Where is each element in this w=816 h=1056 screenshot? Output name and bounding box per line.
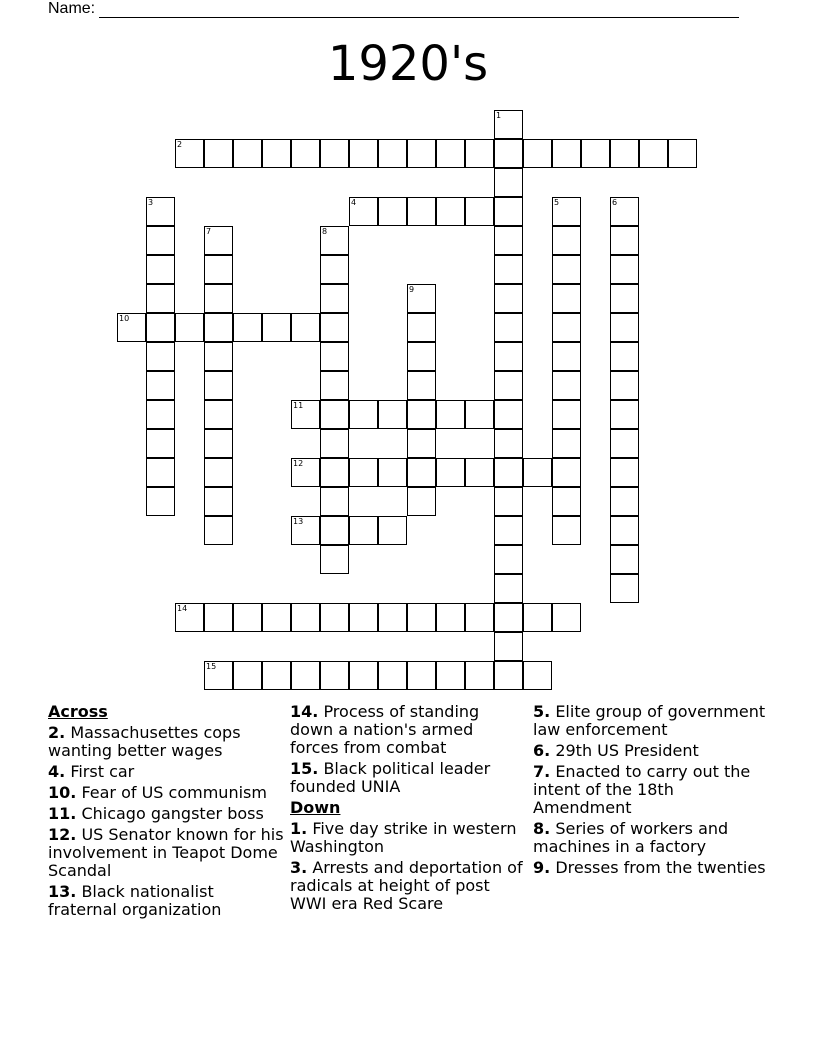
- grid-cell[interactable]: [204, 371, 233, 400]
- grid-cell[interactable]: [552, 458, 581, 487]
- cell-number: 2: [177, 140, 183, 149]
- grid-cell[interactable]: [610, 458, 639, 487]
- grid-cell[interactable]: [320, 516, 349, 545]
- clue-across-10: 10. Fear of US communism: [48, 783, 267, 802]
- clue-down-9: 9. Dresses from the twenties: [533, 858, 766, 877]
- grid-cell[interactable]: [146, 197, 175, 226]
- cell-number: 14: [177, 604, 188, 613]
- grid-cell[interactable]: [523, 458, 552, 487]
- cell-number: 6: [612, 198, 618, 207]
- grid-cell[interactable]: [552, 139, 581, 168]
- grid-cell[interactable]: [349, 139, 378, 168]
- grid-cell[interactable]: [291, 458, 320, 487]
- clue-column-2: [290, 703, 526, 916]
- grid-cell[interactable]: [610, 487, 639, 516]
- grid-cell[interactable]: [320, 255, 349, 284]
- grid-cell[interactable]: [117, 313, 146, 342]
- grid-cell[interactable]: [175, 313, 204, 342]
- clue-down-7: 7. Enacted to carry out the intent of the 18th Amendment: [533, 762, 751, 817]
- grid-cell[interactable]: [494, 197, 523, 226]
- grid-cell[interactable]: [349, 400, 378, 429]
- cell-number: 13: [293, 517, 304, 526]
- grid-cell[interactable]: [146, 487, 175, 516]
- grid-cell[interactable]: [494, 516, 523, 545]
- grid-cell[interactable]: [204, 284, 233, 313]
- grid-cell[interactable]: [291, 400, 320, 429]
- grid-cell[interactable]: [465, 661, 494, 690]
- cell-number: 7: [206, 227, 212, 236]
- grid-cell[interactable]: [494, 313, 523, 342]
- grid-cell[interactable]: [233, 313, 262, 342]
- grid-cell[interactable]: [465, 197, 494, 226]
- clue-across-11: 11. Chicago gangster boss: [48, 804, 264, 823]
- clue-across-14: 14. Process of standing down a nation's armed forces from combat: [290, 702, 480, 757]
- cell-number: 12: [293, 459, 304, 468]
- grid-cell[interactable]: [262, 313, 291, 342]
- clue-across-15: 15. Black political leader founded UNIA: [290, 759, 491, 796]
- grid-cell[interactable]: [436, 458, 465, 487]
- across-heading: Across: [48, 702, 108, 721]
- grid-cell[interactable]: [465, 400, 494, 429]
- grid-cell[interactable]: [204, 313, 233, 342]
- grid-cell[interactable]: [320, 226, 349, 255]
- grid-cell[interactable]: [204, 487, 233, 516]
- grid-cell[interactable]: [494, 574, 523, 603]
- grid-cell[interactable]: [436, 197, 465, 226]
- grid-cell[interactable]: [610, 342, 639, 371]
- grid-cell[interactable]: [436, 603, 465, 632]
- grid-cell[interactable]: [320, 545, 349, 574]
- grid-cell[interactable]: [407, 371, 436, 400]
- grid-cell[interactable]: [494, 487, 523, 516]
- cell-number: 9: [409, 285, 415, 294]
- grid-cell[interactable]: [320, 400, 349, 429]
- grid-cell[interactable]: [378, 661, 407, 690]
- grid-cell[interactable]: [349, 661, 378, 690]
- clue-column-3: [533, 703, 769, 880]
- grid-cell[interactable]: [291, 139, 320, 168]
- clue-across-13: 13. Black nationalist fraternal organization: [48, 882, 222, 919]
- grid-cell[interactable]: [407, 400, 436, 429]
- down-heading: Down: [290, 798, 341, 817]
- grid-cell[interactable]: [465, 458, 494, 487]
- grid-cell[interactable]: [204, 661, 233, 690]
- grid-cell[interactable]: [552, 284, 581, 313]
- grid-cell[interactable]: [378, 197, 407, 226]
- grid-cell[interactable]: [552, 313, 581, 342]
- cell-number: 5: [554, 198, 560, 207]
- grid-cell[interactable]: [523, 139, 552, 168]
- grid-cell[interactable]: [320, 342, 349, 371]
- grid-cell[interactable]: [262, 603, 291, 632]
- grid-cell[interactable]: [146, 284, 175, 313]
- clue-down-3: 3. Arrests and deportation of radicals at height of post WWI era Red Scare: [290, 858, 523, 913]
- grid-cell[interactable]: [146, 371, 175, 400]
- grid-cell[interactable]: [407, 487, 436, 516]
- grid-cell[interactable]: [320, 371, 349, 400]
- cell-number: 10: [119, 314, 130, 323]
- grid-cell[interactable]: [320, 487, 349, 516]
- grid-cell[interactable]: [494, 139, 523, 168]
- grid-cell[interactable]: [349, 603, 378, 632]
- grid-cell[interactable]: [233, 139, 262, 168]
- grid-cell[interactable]: [610, 139, 639, 168]
- grid-cell[interactable]: [407, 139, 436, 168]
- grid-cell[interactable]: [291, 661, 320, 690]
- grid-cell[interactable]: [349, 516, 378, 545]
- grid-cell[interactable]: [494, 284, 523, 313]
- grid-cell[interactable]: [494, 110, 523, 139]
- grid-cell[interactable]: [610, 284, 639, 313]
- grid-cell[interactable]: [494, 371, 523, 400]
- grid-cell[interactable]: [146, 313, 175, 342]
- grid-cell[interactable]: [320, 661, 349, 690]
- clue-across-2: 2. Massachusettes cops wanting better wages: [48, 723, 241, 760]
- grid-cell[interactable]: [523, 603, 552, 632]
- grid-cell[interactable]: [204, 516, 233, 545]
- grid-cell[interactable]: [407, 342, 436, 371]
- grid-cell[interactable]: [378, 603, 407, 632]
- grid-cell[interactable]: [610, 371, 639, 400]
- grid-cell[interactable]: [494, 255, 523, 284]
- grid-cell[interactable]: [378, 516, 407, 545]
- grid-cell[interactable]: [494, 429, 523, 458]
- cell-number: 8: [322, 227, 328, 236]
- grid-cell[interactable]: [204, 400, 233, 429]
- grid-cell[interactable]: [262, 139, 291, 168]
- grid-cell[interactable]: [552, 342, 581, 371]
- grid-cell[interactable]: [233, 661, 262, 690]
- grid-cell[interactable]: [494, 603, 523, 632]
- grid-cell[interactable]: [407, 458, 436, 487]
- clue-down-6: 6. 29th US President: [533, 741, 699, 760]
- grid-cell[interactable]: [320, 429, 349, 458]
- grid-cell[interactable]: [407, 603, 436, 632]
- cell-number: 11: [293, 401, 304, 410]
- clue-down-5: 5. Elite group of government law enforcement: [533, 702, 766, 739]
- grid-cell[interactable]: [552, 603, 581, 632]
- puzzle-title: 1920's: [327, 36, 489, 92]
- grid-cell[interactable]: [465, 139, 494, 168]
- grid-cell[interactable]: [610, 429, 639, 458]
- grid-cell[interactable]: [494, 632, 523, 661]
- grid-cell[interactable]: [146, 458, 175, 487]
- grid-cell[interactable]: [610, 255, 639, 284]
- clue-across-4: 4. First car: [48, 762, 135, 781]
- grid-cell[interactable]: [436, 139, 465, 168]
- grid-cell[interactable]: [436, 400, 465, 429]
- grid-cell[interactable]: [320, 284, 349, 313]
- grid-cell[interactable]: [320, 458, 349, 487]
- grid-cell[interactable]: [523, 661, 552, 690]
- cell-number: 15: [206, 662, 217, 671]
- grid-cell[interactable]: [494, 400, 523, 429]
- grid-cell[interactable]: [407, 197, 436, 226]
- grid-cell[interactable]: [175, 603, 204, 632]
- grid-cell[interactable]: [639, 139, 668, 168]
- grid-cell[interactable]: [465, 603, 494, 632]
- grid-cell[interactable]: [175, 139, 204, 168]
- grid-cell[interactable]: [610, 516, 639, 545]
- clue-across-12: 12. US Senator known for his involvement in Teapot Dome Scandal: [48, 825, 284, 880]
- cell-number: 4: [351, 198, 357, 207]
- grid-cell[interactable]: [494, 545, 523, 574]
- grid-cell[interactable]: [407, 661, 436, 690]
- grid-cell[interactable]: [610, 226, 639, 255]
- grid-cell[interactable]: [610, 574, 639, 603]
- grid-cell[interactable]: [494, 342, 523, 371]
- grid-cell[interactable]: [436, 661, 465, 690]
- cell-number: 1: [496, 111, 502, 120]
- grid-cell[interactable]: [146, 255, 175, 284]
- grid-cell[interactable]: [146, 429, 175, 458]
- grid-cell[interactable]: [552, 400, 581, 429]
- clue-down-8: 8. Series of workers and machines in a factory: [533, 819, 729, 856]
- grid-cell[interactable]: [552, 371, 581, 400]
- grid-cell[interactable]: [204, 342, 233, 371]
- grid-cell[interactable]: [204, 255, 233, 284]
- grid-cell[interactable]: [407, 429, 436, 458]
- grid-cell[interactable]: [204, 429, 233, 458]
- grid-cell[interactable]: [610, 400, 639, 429]
- grid-cell[interactable]: [349, 197, 378, 226]
- grid-cell[interactable]: [146, 342, 175, 371]
- grid-cell[interactable]: [204, 226, 233, 255]
- grid-cell[interactable]: [610, 197, 639, 226]
- grid-cell[interactable]: [552, 516, 581, 545]
- grid-cell[interactable]: [494, 458, 523, 487]
- grid-cell[interactable]: [494, 661, 523, 690]
- grid-cell[interactable]: [407, 284, 436, 313]
- grid-cell[interactable]: [291, 313, 320, 342]
- name-label: Name:: [48, 0, 96, 17]
- grid-cell[interactable]: [378, 400, 407, 429]
- grid-cell[interactable]: [349, 458, 378, 487]
- grid-cell[interactable]: [291, 603, 320, 632]
- grid-cell[interactable]: [581, 139, 610, 168]
- grid-cell[interactable]: [610, 313, 639, 342]
- grid-cell[interactable]: [552, 197, 581, 226]
- grid-cell[interactable]: [204, 139, 233, 168]
- grid-cell[interactable]: [146, 400, 175, 429]
- grid-cell[interactable]: [552, 226, 581, 255]
- grid-cell[interactable]: [320, 313, 349, 342]
- grid-cell[interactable]: [552, 255, 581, 284]
- clue-down-1: 1. Five day strike in western Washington: [290, 819, 517, 856]
- grid-cell[interactable]: [262, 661, 291, 690]
- grid-cell[interactable]: [552, 429, 581, 458]
- grid-cell[interactable]: [233, 603, 262, 632]
- grid-cell[interactable]: [552, 487, 581, 516]
- grid-cell[interactable]: [494, 226, 523, 255]
- grid-cell[interactable]: [146, 226, 175, 255]
- grid-cell[interactable]: [291, 516, 320, 545]
- grid-cell[interactable]: [320, 603, 349, 632]
- grid-cell[interactable]: [320, 139, 349, 168]
- grid-cell[interactable]: [204, 458, 233, 487]
- grid-cell[interactable]: [407, 313, 436, 342]
- clue-column-1: [48, 703, 284, 922]
- grid-cell[interactable]: [204, 603, 233, 632]
- grid-cell[interactable]: [668, 139, 697, 168]
- cell-number: 3: [148, 198, 154, 207]
- grid-cell[interactable]: [378, 458, 407, 487]
- grid-cell[interactable]: [378, 139, 407, 168]
- grid-cell[interactable]: [610, 545, 639, 574]
- grid-cell[interactable]: [494, 168, 523, 197]
